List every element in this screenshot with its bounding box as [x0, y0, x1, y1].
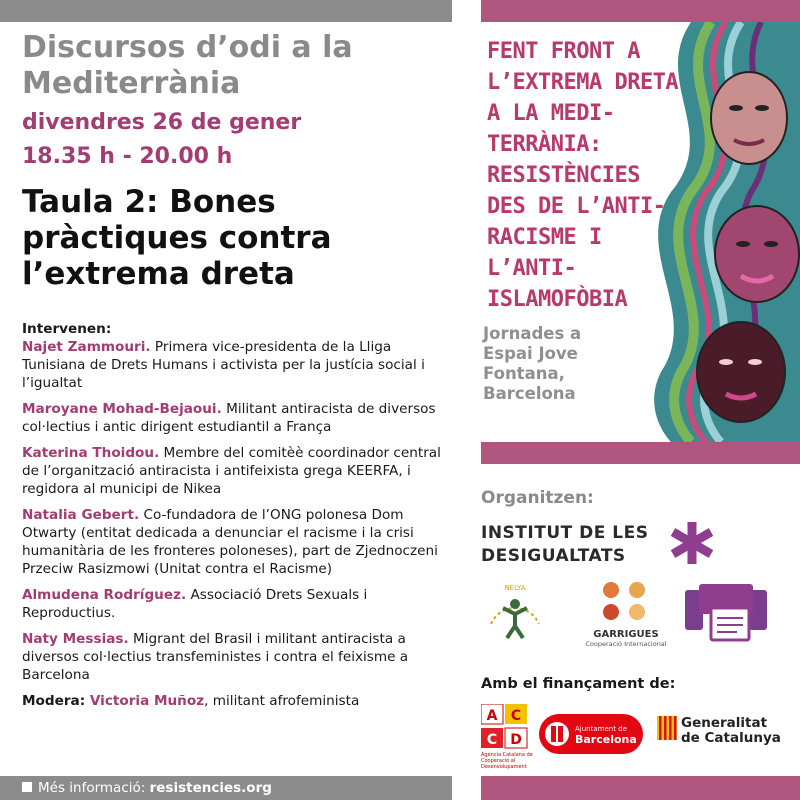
accd-logo: [481, 704, 529, 750]
moderator-label: Modera:: [22, 693, 90, 709]
generalitat-logo: [657, 716, 677, 742]
headline-line: RACISME I L’ANTI-: [487, 225, 602, 281]
asterisk-icon: [667, 518, 717, 568]
event-time: 18.35 h - 20.00 h: [22, 144, 233, 169]
headline-line: FENT FRONT A: [487, 39, 640, 64]
headline-line: TERRÀNIA:: [487, 132, 602, 157]
institut-line: DESIGUALTATS: [481, 546, 626, 566]
top-bar: [0, 0, 452, 22]
speakers-list: [22, 320, 450, 710]
info-link[interactable]: resistencies.org: [149, 780, 272, 796]
venue-line: Fontana,: [483, 364, 565, 383]
barcelona-logo: [539, 714, 643, 754]
generalitat-line: de Catalunya: [681, 730, 781, 746]
svg-text:Barcelona: Barcelona: [575, 733, 637, 746]
poster-bottom-bar: [481, 442, 800, 464]
speaker-desc: Associació Drets Sexuals i Reproductius.: [22, 587, 368, 621]
speaker-name: Najet Zammouri.: [22, 339, 151, 355]
nelya-logo: [481, 580, 549, 646]
speaker-name: Natalia Gebert.: [22, 507, 140, 523]
generalitat-line: Generalitat: [681, 715, 768, 731]
speaker-item: [22, 586, 450, 622]
speaker-name: Maroyane Mohad-Bejaoui.: [22, 401, 222, 417]
speech-people-logo: [681, 582, 771, 646]
poster-image: [481, 22, 800, 442]
garrigues-subtitle: Cooperació Internacional: [585, 640, 667, 648]
accd-text: Agència Catalana de Cooperació al Desenvolupament: [481, 752, 533, 770]
institut-line: INSTITUT DE LES: [481, 523, 649, 543]
speaker-desc: Co-fundadora de l’ONG polonesa Dom Otwarty (entitat dedicada a denunciar el racisme i la crisi humanitària de les fronteres poloneses), part de Zjednoczeni Przeciw Rasizmowi (Unitat contra el Racisme): [22, 507, 438, 577]
svg-text:C: C: [486, 732, 498, 748]
speaker-name: Katerina Thoidou.: [22, 445, 160, 461]
headline-line: A LA MEDI-: [487, 101, 615, 126]
speaker-desc: Membre del comitèè coordinador central de l’organització antiracista i antifeixista grega KEERFA, i regidora al municipi de Nikea: [22, 445, 441, 497]
speaker-item: [22, 444, 450, 498]
venue-line: Barcelona: [483, 384, 576, 403]
speaker-desc: Militant antiracista de diversos col·lectius i antic dirigent estudiantil a França: [22, 401, 436, 435]
svg-text:C: C: [510, 708, 522, 724]
panel-title: Taula 2: Bones pràctiques contra l’extrema dreta: [22, 184, 332, 292]
speaker-name: Almudena Rodríguez.: [22, 587, 187, 603]
generalitat-text: [681, 716, 781, 746]
speaker-name: Naty Messias.: [22, 631, 129, 647]
square-icon: [22, 782, 32, 792]
svg-text:Ajuntament de: Ajuntament de: [575, 725, 627, 733]
headline-line: ISLAMOFÒBIA: [487, 287, 628, 312]
headline-line: RESISTÈNCIES: [487, 163, 640, 188]
funding-label: Amb el finançament de:: [481, 676, 676, 692]
venue-line: Espai Jove: [483, 344, 578, 363]
right-column: [481, 0, 800, 800]
moderator-name: Victoria Muñoz: [89, 693, 205, 709]
right-bottom-bar: [481, 776, 800, 800]
institut-logo-text: [481, 522, 648, 568]
svg-text:NELYA: NELYA: [504, 584, 526, 592]
speaker-desc: Migrant del Brasil i militant antiracista a diversos col·lectius transfeministes i contra el feixisme a Barcelona: [22, 631, 409, 683]
garrigues-name: GARRIGUES: [593, 629, 659, 640]
event-date: divendres 26 de gener: [22, 110, 302, 135]
speaker-item: [22, 630, 450, 684]
speaker-item: [22, 400, 450, 436]
headline-line: L’EXTREMA DRETA: [487, 70, 679, 95]
speaker-item: [22, 338, 450, 392]
poster-venue: [483, 324, 643, 404]
venue-line: Jornades a: [483, 324, 582, 343]
speaker-desc: Primera vice-presidenta de la Lliga Tunisiana de Drets Humans i activista per la justícia social i l’igualtat: [22, 339, 425, 391]
info-footer: [0, 776, 452, 800]
poster-top-bar: [481, 0, 800, 22]
info-label: Més informació:: [38, 780, 150, 796]
moderator: [22, 692, 450, 710]
organizers-label: Organitzen:: [481, 488, 594, 508]
svg-text:A: A: [486, 708, 498, 724]
poster-headline: [487, 36, 687, 315]
speaker-item: [22, 506, 450, 578]
headline-line: DES DE L’ANTI-: [487, 194, 666, 219]
svg-text:D: D: [510, 732, 522, 748]
speakers-heading: Intervenen:: [22, 321, 112, 337]
moderator-desc: , militant afrofeminista: [204, 693, 360, 709]
event-title: Discursos d’odi a la Mediterrània: [22, 30, 353, 101]
